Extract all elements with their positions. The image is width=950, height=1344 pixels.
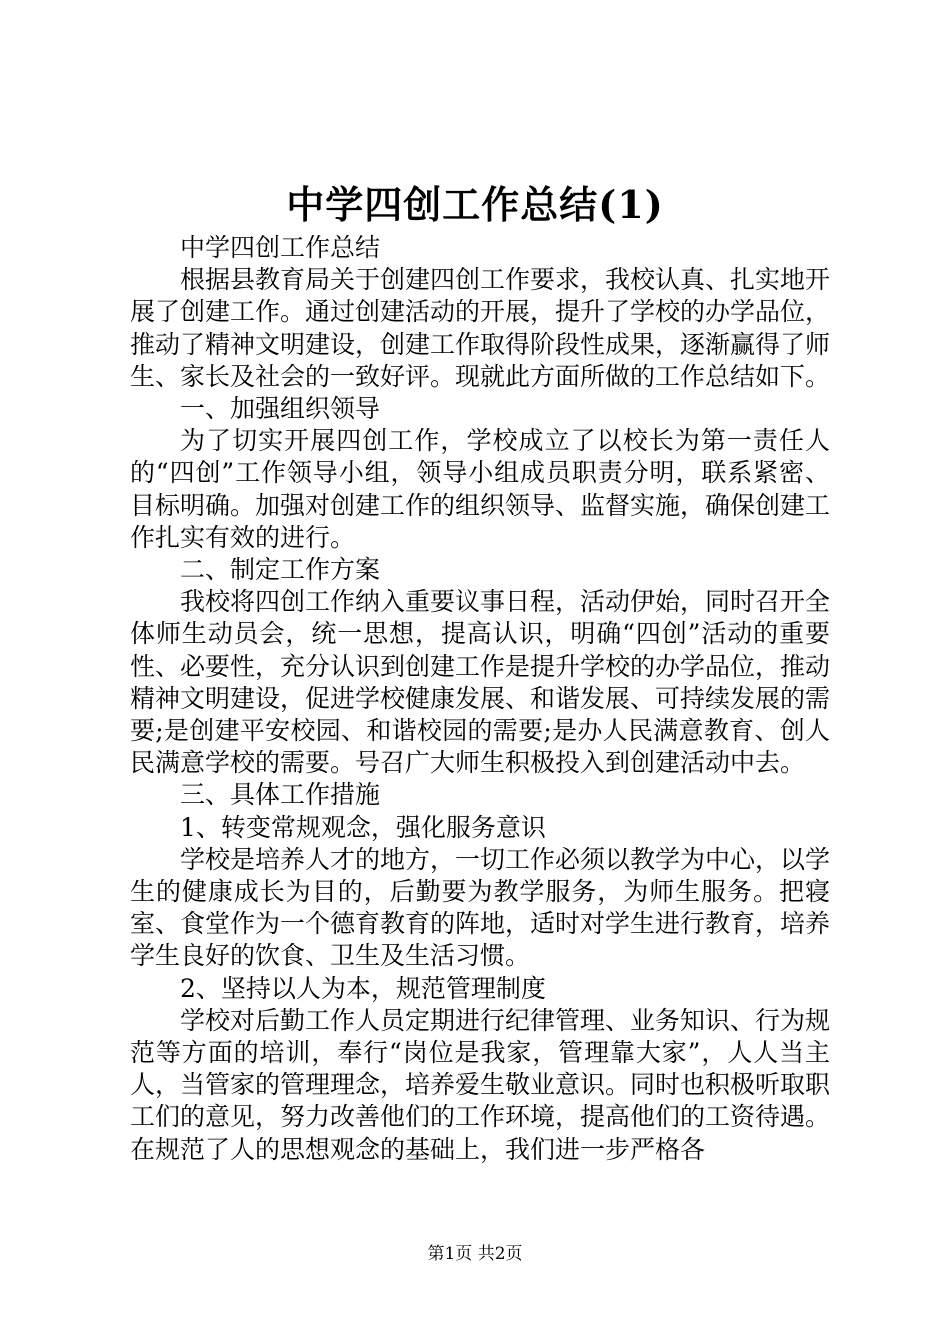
paragraph-subsection-2: 学校对后勤工作人员定期进行纪律管理、业务知识、行为规范等方面的培训，奉行“岗位是我家，管理靠大家”，人人当主人，当管家的管理理念，培养爱生敬业意识。同时也积极听取职工们的意见，努力改善他们的工作环境，提高他们的工资待遇。在规范了人的思想观念的基础上，我们进一步严格各: [130, 1005, 831, 1164]
paragraph-intro: 根据县教育局关于创建四创工作要求，我校认真、扎实地开展了创建工作。通过创建活动的开展，提升了学校的办学品位，推动了精神文明建设，创建工作取得阶段性成果，逐渐赢得了师生、家长及社会的一致好评。现就此方面所做的工作总结如下。: [130, 265, 831, 391]
section-heading-1: 一、加强组织领导: [180, 394, 381, 424]
document-body: [130, 232, 830, 1166]
subsection-heading-2: 2、坚持以人为本，规范管理制度: [180, 973, 546, 1003]
paragraph-section-1: 为了切实开展四创工作，学校成立了以校长为第一责任人的“四创”工作领导小组，领导小组成员职责分明，联系紧密、目标明确。加强对创建工作的组织领导、监督实施，确保创建工作扎实有效的进行。: [130, 426, 831, 552]
paragraph-subsection-1: 学校是培养人才的地方，一切工作必须以教学为中心，以学生的健康成长为目的，后勤要为教学服务，为师生服务。把寝室、食堂作为一个德育教育的阵地，适时对学生进行教育，培养学生良好的饮食、卫生及生活习惯。: [130, 844, 831, 971]
document-title: 中学四创工作总结(1): [286, 182, 664, 227]
section-heading-2: 二、制定工作方案: [180, 555, 381, 585]
paragraph-subtitle: 中学四创工作总结: [180, 233, 381, 262]
paragraph-section-2: 我校将四创工作纳入重要议事日程，活动伊始，同时召开全体师生动员会，统一思想，提高认识，明确“四创”活动的重要性、必要性，充分认识到创建工作是提升学校的办学品位，推动精神文明建设，促进学校健康发展、和谐发展、可持续发展的需要;是创建平安校园、和谐校园的需要;是办人民满意教育、创人民满意学校的需要。号召广大师生积极投入到创建活动中去。: [130, 587, 831, 778]
subsection-heading-1: 1、转变常规观念，强化服务意识: [180, 812, 546, 842]
page-footer: 第1页 共2页: [427, 1244, 523, 1264]
section-heading-3: 三、具体工作措施: [180, 780, 381, 810]
